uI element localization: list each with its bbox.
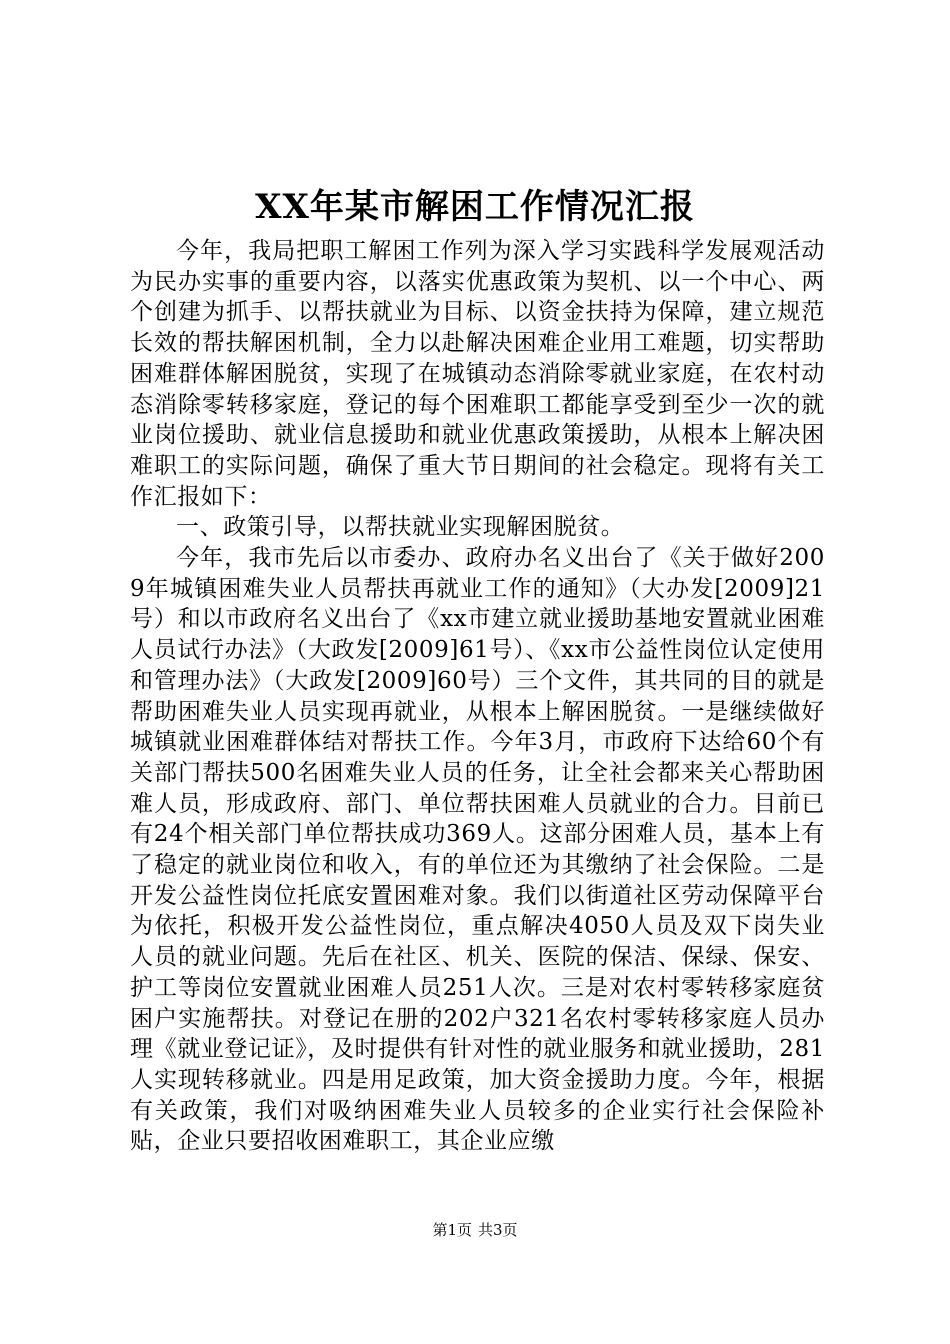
page-number: 第1页 bbox=[432, 1221, 472, 1239]
paragraph-section-1: 今年，我市先后以市委办、政府办名义出台了《关于做好2009年城镇困难失业人员帮扶再就业工作的通知》（大办发[2009]21号）和以市政府名义出台了《xx市建立就业援助基地安置就业困难人员试行办法》（大政发[2009]61号）、《xx市公益性岗位认定使用和管理办法》（大政发[2009]60号）三个文件，其共同的目的就是帮助困难失业人员实现再就业，从根本上解困脱贫。一是继续做好城镇就业困难群体结对帮扶工作。今年3月，市政府下达给60个有关部门帮扶500名困难失业人员的任务，让全社会都来关心帮助困难人员，形成政府、部门、单位帮扶困难人员就业的合力。目前已有24个相关部门单位帮扶成功369人。这部分困难人员，基本上有了稳定的就业岗位和收入，有的单位还为其缴纳了社会保险。二是开发公益性岗位托底安置困难对象。我们以街道社区劳动保障平台为依托，积极开发公益性岗位，重点解决4050人员及双下岗失业人员的就业问题。先后在社区、机关、医院的保洁、保绿、保安、护工等岗位安置就业困难人员251人次。三是对农村零转移家庭贫困户实施帮扶。对登记在册的202户321名农村零转移家庭人员办理《就业登记证》，及时提供有针对性的就业服务和就业援助，281人实现转移就业。四是用足政策，加大资金援助力度。今年，根据有关政策，我们对吸纳困难失业人员较多的企业实行社会保险补贴，企业只要招收困难职工，其企业应缴 bbox=[130, 545, 825, 1155]
page-footer bbox=[0, 1219, 950, 1241]
document-title: XX年某市解困工作情况汇报 bbox=[255, 187, 695, 227]
section-heading-1: 一、政策引导，以帮扶就业实现解困脱贫。 bbox=[176, 514, 625, 541]
document-body bbox=[130, 236, 825, 1157]
paragraph-intro: 今年，我局把职工解困工作列为深入学习实践科学发展观活动为民办实事的重要内容，以落实优惠政策为契机、以一个中心、两个创建为抓手、以帮扶就业为目标、以资金扶持为保障，建立规范长效的帮扶解困机制，全力以赴解决困难企业用工难题，切实帮助困难群体解困脱贫，实现了在城镇动态消除零就业家庭，在农村动态消除零转移家庭，登记的每个困难职工都能享受到至少一次的就业岗位援助、就业信息援助和就业优惠政策援助，从根本上解决困难职工的实际问题，确保了重大节日期间的社会稳定。现将有关工作汇报如下： bbox=[130, 238, 825, 510]
page-total: 共3页 bbox=[478, 1221, 518, 1239]
